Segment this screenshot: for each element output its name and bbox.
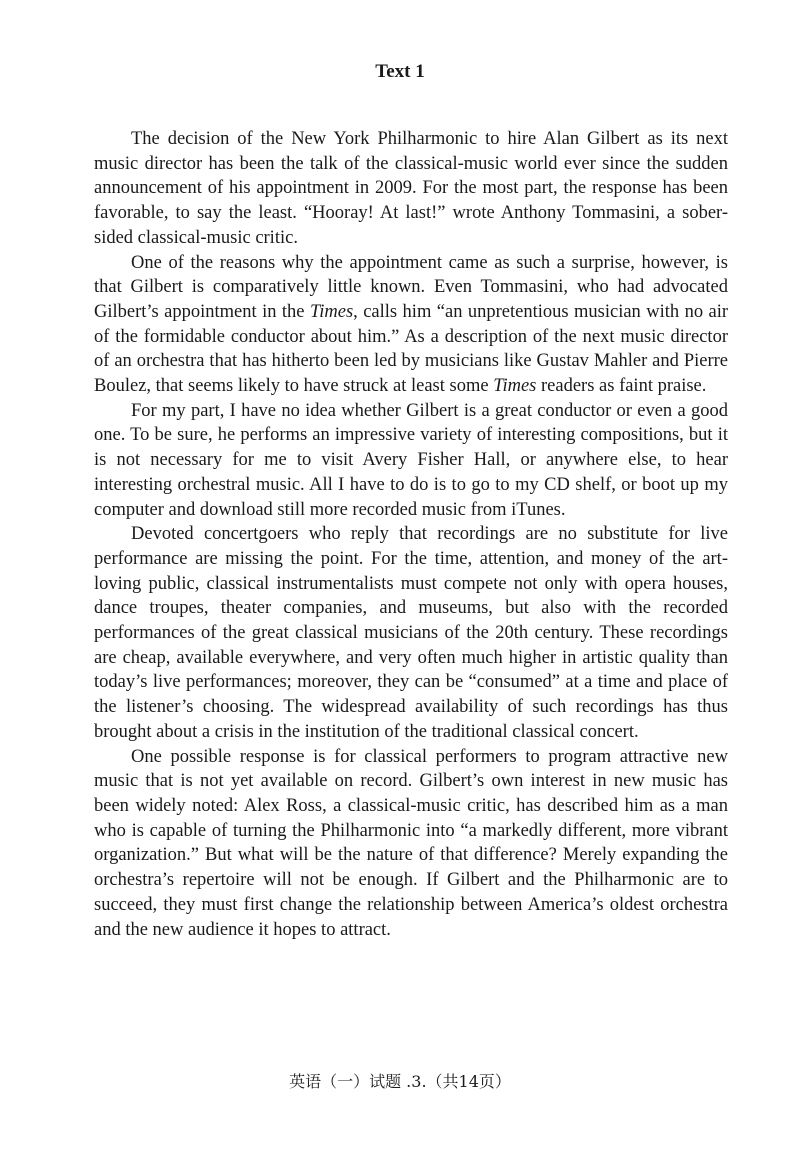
paragraph [94,399,728,523]
article-body [94,127,728,942]
paragraph [94,745,728,943]
italic-text: Times [493,376,537,397]
paragraph-text: The decision of the New York Philharmonic to hire Alan Gilbert as its next music director has been the talk of the classical-music world ever since the sudden announcement of his appointment in 2009. For the most part, the response has been favorable, to say the least. “Hooray! At last!” wrote Anthony Tommasini, a sober-sided classical-music critic. [94,129,728,248]
paragraph-text: One of the reasons why the appointment came as such a surprise, however, is that Gilbert is comparatively little known. Even Tommasini, who had advocated Gilbert’s appointment in the [94,252,728,322]
paragraph-text: One possible response is for classical performers to program attractive new music that is not yet available on record. Gilbert’s own interest in new music has been widely noted: Alex Ross, a classical-music critic, has described him as a man who is capable of turning the Philharmonic into “a markedly different, more vibrant organization.” But what will be the nature of that difference? Merely expanding the orchestra’s repertoire will not be enough. If Gilbert and the Philharmonic are to succeed, they must first change the relationship between America’s oldest orchestra and the new audience it hopes to attract. [94,746,728,940]
paragraph-text: readers as faint praise. [536,376,707,397]
page-footer: 英语（一）试题 .3.（共14页） [289,1072,511,1091]
paragraph-text: Devoted concertgoers who reply that recordings are no substitute for live performance are missing the point. For the time, attention, and money of the art-loving public, classical instrumentalists must compete not only with opera houses, dance troupes, theater companies, and museums, but also with the recorded performances of the great classical musicians of the 20th century. These recordings are cheap, available everywhere, and very often much higher in artistic quality than today’s live performances; moreover, they can be “consumed” at a time and place of the listener’s choosing. The widespread availability of such recordings has thus brought about a crisis in the institution of the traditional classical concert. [94,524,728,742]
paragraph-text: For my part, I have no idea whether Gilbert is a great conductor or even a good one. To be sure, he performs an impressive variety of interesting compositions, but it is not necessary for me to visit Avery Fisher Hall, or anywhere else, to hear interesting orchestral music. All I have to do is to go to my CD shelf, or boot up my computer and download still more recorded music from iTunes. [94,400,728,520]
paragraph-text: , calls him “an unpretentious musician with no air of the formidable conductor about him.” As a description of the next music director of an orchestra that has hitherto been led by musicians like Gustav Mahler and Pierre Boulez, that seems likely to have struck at least some [94,301,729,397]
paragraph [94,251,728,399]
paragraph [94,127,728,251]
italic-text: Times [309,301,354,322]
page-title: Text 1 [375,61,425,82]
paragraph [94,522,728,744]
